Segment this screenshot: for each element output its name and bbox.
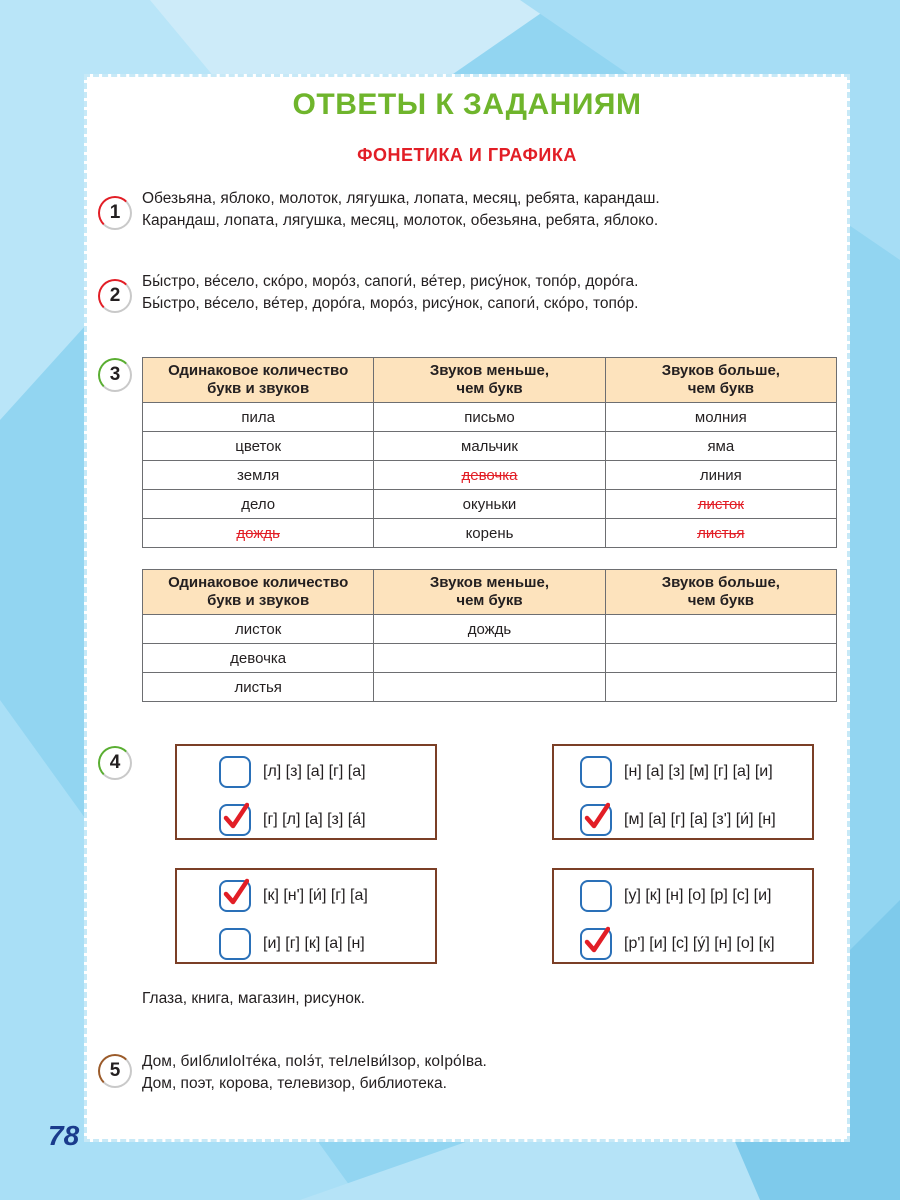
checkmark-icon <box>223 802 249 832</box>
task-2-line-2: Бы́стро, ве́село, ве́тер, доро́га, моро́з, рису́нок, сапоги́, ско́ро, топо́р. <box>142 295 639 312</box>
option-text: [н] [а] [з] [м] [г] [а] [и] <box>624 763 773 780</box>
table-cell <box>605 673 836 702</box>
header-line: чем букв <box>456 592 523 609</box>
answer-box-4 <box>552 868 814 964</box>
header-line: чем букв <box>687 592 754 609</box>
option-text: [и] [г] [к] [а] [н] <box>263 935 365 952</box>
header-line: Звуков меньше, <box>429 574 550 591</box>
table-row <box>143 644 837 673</box>
table-cell: корень <box>374 519 605 548</box>
option-row <box>580 878 771 914</box>
checkbox-checked[interactable] <box>580 928 612 960</box>
table-cell <box>374 644 605 673</box>
task-1-line-2: Карандаш, лопата, лягушка, месяц, молоток, обезьяна, ребята, яблоко. <box>142 212 659 229</box>
table-row <box>143 403 837 432</box>
table-cell: молния <box>605 403 836 432</box>
option-row <box>219 802 366 838</box>
checkmark-icon <box>584 802 610 832</box>
table-cell: девочка <box>143 644 374 673</box>
task-2-number: 2 <box>98 279 132 313</box>
option-row <box>219 926 365 962</box>
task-5-text <box>142 1051 487 1095</box>
answer-box-3 <box>175 868 437 964</box>
task-5-number: 5 <box>98 1054 132 1088</box>
table-cell: дело <box>143 490 374 519</box>
table-header-row <box>143 570 837 615</box>
checkbox-checked[interactable] <box>219 804 251 836</box>
table-cell: листья <box>143 673 374 702</box>
task-5-line-1: Дом, биIблиIоIте́ка, поIэ́т, теIлеIви́Iзор, коIро́Iва. <box>142 1053 487 1070</box>
checkmark-icon <box>223 878 249 908</box>
option-text: [у] [к] [н] [о] [р] [с] [и] <box>624 887 772 904</box>
table-cell: линия <box>605 461 836 490</box>
table-cell-crossed <box>605 519 836 548</box>
option-row <box>219 754 366 790</box>
task-1-text <box>142 188 660 232</box>
task-1-number: 1 <box>98 196 132 230</box>
table-cell-crossed <box>605 490 836 519</box>
crossed-word: листья <box>697 524 745 542</box>
table-cell: письмо <box>374 403 605 432</box>
checkbox[interactable] <box>219 928 251 960</box>
header-line: чем букв <box>687 380 754 397</box>
task-2-text <box>142 271 638 315</box>
task-5-line-2: Дом, поэт, корова, телевизор, библиотека. <box>142 1075 447 1092</box>
table-header-equal <box>143 358 374 403</box>
option-row <box>580 754 773 790</box>
task-2-line-1: Бы́стро, ве́село, ско́ро, моро́з, сапоги́, ве́тер, рису́нок, топо́р, доро́га. <box>142 273 639 290</box>
table-row <box>143 461 837 490</box>
header-line: Звуков меньше, <box>429 362 550 379</box>
table-cell <box>374 673 605 702</box>
crossed-word: девочка <box>461 466 518 484</box>
task-4-number: 4 <box>98 746 132 780</box>
task-3-number: 3 <box>98 358 132 392</box>
option-text: [р'] [и] [с] [у́] [н] [о] [к] <box>624 935 775 952</box>
table-header-fewer-sounds <box>374 358 605 403</box>
table-row <box>143 432 837 461</box>
header-line: чем букв <box>456 380 523 397</box>
checkbox[interactable] <box>580 756 612 788</box>
answer-box-1 <box>175 744 437 840</box>
table-row <box>143 615 837 644</box>
table-row <box>143 490 837 519</box>
table-row <box>143 519 837 548</box>
table-cell: мальчик <box>374 432 605 461</box>
table-cell: земля <box>143 461 374 490</box>
header-line: Звуков больше, <box>661 362 780 379</box>
table-cell: яма <box>605 432 836 461</box>
header-line: Звуков больше, <box>661 574 780 591</box>
option-row <box>219 878 368 914</box>
checkmark-icon <box>584 926 610 956</box>
table-cell <box>605 644 836 673</box>
table-cell: листок <box>143 615 374 644</box>
option-text: [г] [л] [а] [з] [а́] <box>263 811 366 828</box>
header-line: букв и звуков <box>207 592 310 609</box>
table-header-more-sounds <box>605 358 836 403</box>
table-cell <box>605 615 836 644</box>
crossed-word: листок <box>697 495 744 513</box>
header-line: Одинаковое количество <box>168 362 349 379</box>
table-header-fewer-sounds <box>374 570 605 615</box>
page-title: ОТВЕТЫ К ЗАДАНИЯМ <box>292 88 642 121</box>
section-subtitle: ФОНЕТИКА И ГРАФИКА <box>357 145 577 165</box>
table-cell: цветок <box>143 432 374 461</box>
sound-letter-table-1 <box>142 357 837 548</box>
page-number: 78 <box>48 1120 80 1151</box>
checkbox[interactable] <box>580 880 612 912</box>
checkbox-checked[interactable] <box>580 804 612 836</box>
task-4-answer: Глаза, книга, магазин, рисунок. <box>142 990 365 1007</box>
table-cell-crossed <box>374 461 605 490</box>
table-cell-crossed <box>143 519 374 548</box>
task-1-line-1: Обезьяна, яблоко, молоток, лягушка, лопата, месяц, ребята, карандаш. <box>142 190 660 207</box>
table-cell: пила <box>143 403 374 432</box>
table-row <box>143 673 837 702</box>
answer-box-2 <box>552 744 814 840</box>
option-text: [к] [н'] [и́] [г] [а] <box>263 887 368 904</box>
crossed-word: дождь <box>236 524 280 542</box>
table-cell: дождь <box>374 615 605 644</box>
header-line: Одинаковое количество <box>168 574 349 591</box>
table-cell: окуньки <box>374 490 605 519</box>
table-header-more-sounds <box>605 570 836 615</box>
checkbox[interactable] <box>219 756 251 788</box>
sound-letter-table-2 <box>142 569 837 702</box>
checkbox-checked[interactable] <box>219 880 251 912</box>
option-row <box>580 926 775 962</box>
header-line: букв и звуков <box>207 380 310 397</box>
table-header-row <box>143 358 837 403</box>
table-header-equal <box>143 570 374 615</box>
option-text: [м] [а] [г] [а] [з'] [и́] [н] <box>624 811 776 828</box>
option-row <box>580 802 776 838</box>
option-text: [л] [з] [а] [г] [а] <box>263 763 366 780</box>
